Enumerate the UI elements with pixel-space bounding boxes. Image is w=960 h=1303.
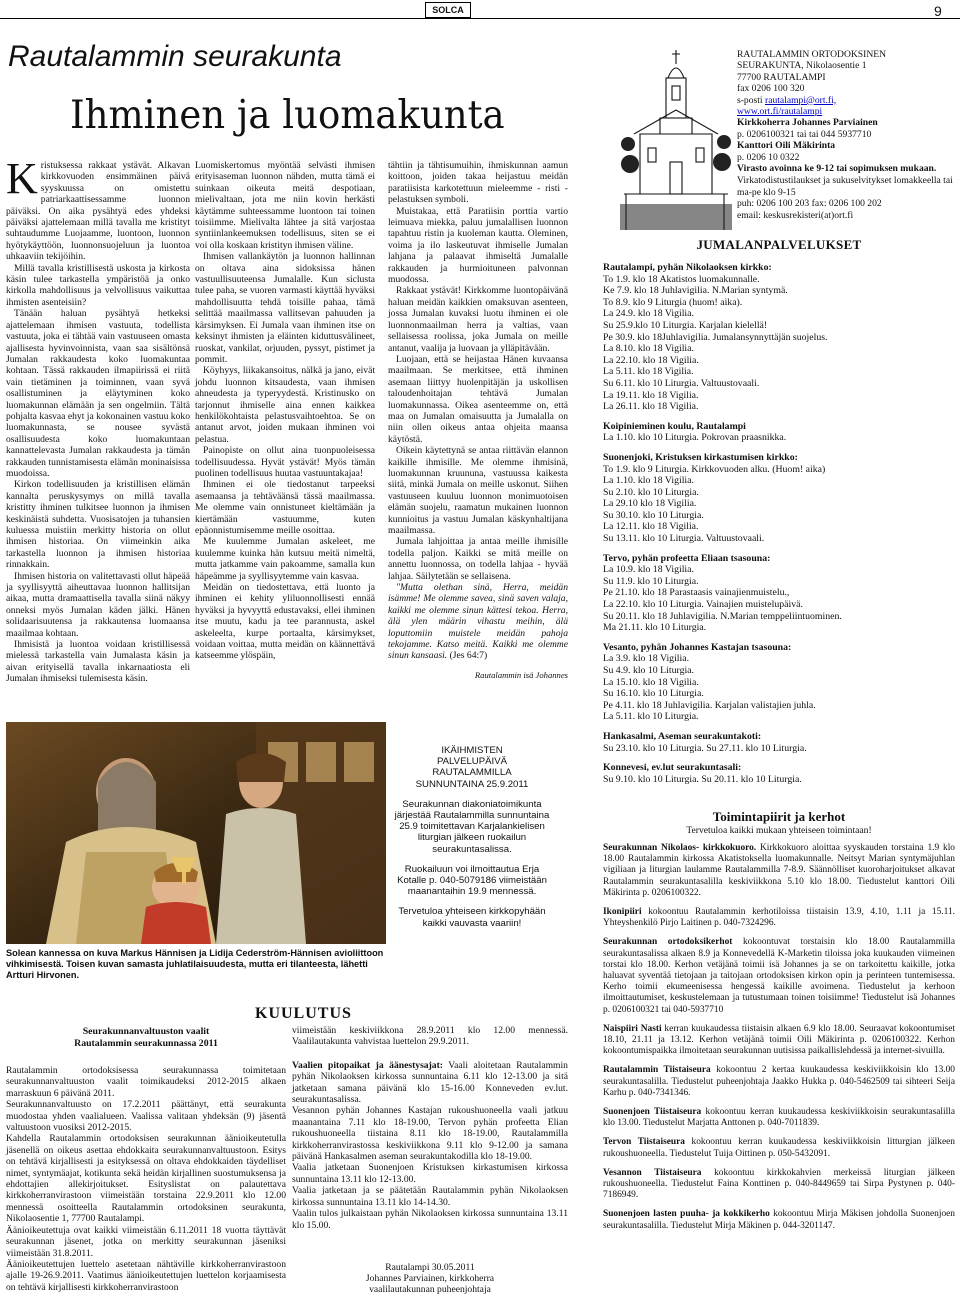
kuulutus-paragraph: Vaalia jatketaan ja se päätetään Rautalammin pyhän Nikolaoksen kirkossa sunnuntaina 13.11 klo 14-14.30.	[292, 1185, 568, 1208]
contact-line: 77700 RAUTALAMPI	[737, 71, 826, 83]
service-block	[603, 262, 955, 413]
service-entry: La 3.9. klo 18 Vigilia.	[603, 653, 690, 665]
service-block	[603, 421, 955, 444]
activity-item: Seurakunnan Nikolaos- kirkkokuoro. Kirkkokuoro aloittaa syyskauden torstaina 1.9 klo 18.00 Rautalammin kirkossa Akatistoksella luomakunnalle. Neitsyt Marian syntymäjuhlan vigiliaan ja liturgian laulamme Rautalammilla 7-8.9. Säännölliset kuoroharjoitukset alkavat Rautalammin seurakuntasalilla keskiviikkona 5.10 klo 18.00. Tiedustelut kanttori Oili Mäkirinta p. 0206100322.	[603, 843, 955, 898]
activities-list	[603, 843, 955, 1240]
article-col-2	[195, 160, 375, 662]
event-registration: Ruokailuun voi ilmoittautua Erja Kotalle p. 040-5079186 viimeistään maanantaihin 19.9 mennessä.	[397, 863, 547, 898]
event-description: Seurakunnan diakoniatoimikunta järjestää Rautalammilla sunnuntaina 25.9 toimitettavan Karjalankielisen liturgian jälkeen ruokailun seurakuntasalissa.	[394, 798, 550, 855]
article-paragraph: Kristuksessa rakkaat ystävät. Alkavan kirkkovuoden ensimmäinen päivä syyskuussa on omistettu patriarkaattisessamme luonnon päiväksi. On aika pysähtyä edes yhdeksi päiväksi ajattelemaan millä tavalla me kristityt suhtaudumme Luojaamme, luontoon, luonnon hyötykäyttöön, luonnonsuojeluun ja luontoa uhkaaviin tekijöihin.	[6, 154, 190, 263]
event-announcement	[392, 745, 552, 938]
activity-name: Seurakunnan Nikolaos- kirkkokuoro.	[603, 843, 757, 853]
website-link[interactable]: www.ort.fi/rautalampi	[737, 106, 823, 118]
service-location: Konnevesi, ev.lut seurakuntasali:	[603, 762, 742, 774]
article-paragraph: Jumala lahjoittaa ja antaa meille ihmisille todella paljon. Kaikki se mitä meille on annettu luonnossa, on todella lahjaa - hyvää lahjaa. Säilytetään se sellaisena.	[388, 536, 568, 582]
service-entry: La 1.10. klo 18 Vigilia.	[603, 475, 694, 487]
service-entry: La 26.11. klo 18 Vigilia.	[603, 401, 699, 413]
kuulutus-paragraph: Rautalammin ortodoksisessa seurakunnassa toimitetaan seurakunnanvaltuuston vaalit toimikaudeksi 2012-2015 alkaen marraskuun 6 päivänä 2011.	[6, 1065, 286, 1099]
service-entry: La 29.10 klo 18 Vigilia.	[603, 498, 697, 510]
activity-item: Tervon Tiistaiseura kokoontuu kerran kuukaudessa keskiviikkoisin litturgian jälkeen rukoushuoneella. Tiedustelut Tuija Oittinen p. 050-5432091.	[603, 1137, 955, 1159]
kuulutus-right-col	[292, 1025, 568, 1231]
activities-subtitle: Tervetuloa kaikki mukaan yhteiseen toimintaan!	[686, 825, 872, 836]
article-paragraph: Tänään haluan pysähtyä hetkeksi ajattelemaan ihmisen vastuuta, todellista vastuuta, joka ei tähtää vain vastuuseen omasta ajallisesta hyvinvoinnista, vaan saa sisältönsä Jumalan rakkaudesta koko luomakuntaa kohtaan. Tässä rakkauden ilmapiirissä ei riitä vain tietäminen ja toiminnen, vaan syvä osallistuminen ja eläytyminen koko luomakunnan elämään ja sen ongelmiin. Tältä pohjalta kasvaa ehyt ja kokonainen vastuu koko luomakunnasta, se nousee syvästä osallisuudesta koko luomakuntaan kannattelevasta Jumalan rakkaudesta ja tämän rakkauden tunnistamisesta elämän moninaisissa muodoissa.	[6, 308, 190, 479]
service-entry: Su 25.9.klo 10 Liturgia. Karjalan kielellä!	[603, 319, 768, 331]
service-location: Koipinieminen koulu, Rautalampi	[603, 420, 746, 432]
article-paragraph: Luomiskertomus myöntää selvästi ihmisen erityisaseman luonnon nähden, mutta tämä ei suinkaan oikeuta meitä despotiaan, mielivaltaan, jota me niin kovin herkästi käytämme suhteessamme luontoon tai toinen toisiimme. Mielivalta lähtee ja sitä varjostaa syntiinlankeemuksen todellisuus, siten se ei voi olla koskaan kristityn ihmisen väline.	[195, 160, 375, 251]
kuulutus-signature: Rautalampi 30.05.2011 Johannes Parviainen, kirkkoherra vaalilautakunnan puheenjohtaja	[365, 1262, 495, 1296]
activity-name: Rautalammin Tiistaiseura	[603, 1065, 711, 1076]
service-entry: Su 4.9. klo 10 Liturgia.	[603, 665, 694, 676]
service-entry: To 8.9. klo 9 Liturgia (huom! aika).	[603, 296, 743, 308]
kuulutus-paragraph: Äänioikeutettujen luettelo asetetaan nähtäville kirkkoherranvirastoon ajalle 19-26.9.2011. Vaatimus äänioikeutettujen luettelon korjaamisesta on tehtävä kirjallisesti kirkkoherranvirastoon	[6, 1258, 286, 1293]
email-line: s-posti rautalampi@ort.fi,	[737, 94, 837, 106]
header-rule	[0, 18, 960, 19]
service-entry: La 19.11. klo 18 Vigilia.	[603, 389, 699, 401]
article-col-1	[6, 154, 190, 685]
kuulutus-paragraph: Vesannon pyhän Johannes Kastajan rukoushuoneella vaali jatkuu maanantaina 7.11 klo 18-19.00, Tervon pyhän profeetta Elian rukoushuoneella tiistaina 8.11 klo 18-19.00, Rautalammilla kirkkoherranvirastossa keskiviikkona 9.11 klo 9-12.00 ja samana päivänä Hankasalmen aseman seurakuntakodilla klo 18-19.00.	[292, 1105, 568, 1163]
cantor-name: Kanttori Oili Mäkirinta	[737, 140, 836, 152]
service-entry: Su 13.11. klo 10 Liturgia. Valtuustovaali.	[603, 533, 765, 545]
activity-name: Ikonipiiri	[603, 907, 642, 918]
office-hours: Virasto avoinna ke 9-12 tai sopimuksen mukaan.	[737, 163, 937, 175]
priest-name: Kirkkoherra Johannes Parviainen	[737, 117, 878, 129]
service-block	[603, 731, 955, 754]
article-paragraph: tähtiin ja tähtisumuihin, ihmiskunnan aamun koittoon, joiden takaa heijastuu meidän paratiisista karkotettuun mieleemme - risti - pelastuksen symboli.	[388, 160, 568, 206]
services-list	[603, 262, 955, 793]
priest-phone: p. 0206100321 tai tai 044 5937710	[737, 128, 872, 140]
email-link[interactable]: rautalampi@ort.fi,	[765, 94, 837, 106]
event-welcome: Tervetuloa yhteiseen kirkkopyhään kaikki vauvasta vaariin!	[398, 906, 546, 929]
activity-item: Ikonipiiri kokoontuu Rautalammin kerhotiloissa tiistaisin 13.9, 4.10, 1.11 ja 15.11. Yhteyshenkilö Pirjo Laitinen p. 040-7324296.	[603, 907, 955, 929]
kuulutus-paragraph: Äänioikeutettuja ovat kaikki viimeistään 6.11.2011 18 vuotta täyttävät seurakunnan jäsenet, jotka on merkitty seurakunnan jäseniksi viimeistään 31.8.2011.	[6, 1224, 286, 1259]
service-entry: Ke 7.9. klo 18 Juhlavigilia. N.Marian syntymä.	[603, 285, 788, 297]
service-location: Tervo, pyhän profeetta Eliaan tsasouna:	[603, 552, 771, 564]
article-paragraph: Painopiste on ollut aina tuonpuoleisessa todellisuudessa. Hyvät ystävät! Myös tämän puolinen todellisuus huutaa vastuuntakajaa!	[195, 445, 375, 479]
service-entry: La 22.10. klo 18 Vigilia.	[603, 354, 699, 366]
page-number: 9	[934, 3, 942, 19]
kuulutus-paragraph: Kahdella Rautalammin ortodoksisen seurakunnan äänioikeutetulla jäsenellä on oikeus asettaa ehdokkaita seurakunnanvaltuustoon. Esitys on tehtävä kirjallisesti ja esityksessä on oltava ehdokkaiden täydelliset nimet, syntymäajat, kotikunta sekä heidän kirjallinen suostumuksensa ja ehdottajien allekirjoitukset. Esityslistat on palautettava kirkkoherranvirastoon viimeistään torstaina 22.9.2011 klo 12.00 mennessä osoitteella Rautalammin ortodoksinen seurakunta, Nikolaosentie 1, 77700 Rautalampi.	[6, 1133, 286, 1225]
service-entry: Su 11.9. klo 10 Liturgia.	[603, 575, 699, 587]
activity-name: Tervon Tiistaiseura	[603, 1137, 685, 1148]
article-paragraph: Ihmisistä ja luontoa voidaan kristillisessä mielessä tarkastella vain Jumalasta käsin ja aivan erityisellä tavalla inkarnaatiosta eli Jumalan ihmiseksi tulemisesta käsin.	[6, 639, 190, 685]
activity-item: Rautalammin Tiistaiseura kokoontuu 2 kertaa kuukaudessa keskiviikkoisin klo 13.00 seurakuntasalilla. Tiedustelut puheenjohtaja Jaakko Hukka p. 040-5462509 tai sihteeri Seija Karhu p. 040-7341346.	[603, 1065, 955, 1098]
service-block	[603, 553, 955, 634]
service-entry: To 1.9. klo 18 Akatistos luomakunnalle.	[603, 273, 760, 285]
cantor-phone: p. 0206 10 0322	[737, 151, 800, 163]
service-entry: La 15.10. klo 18 Vigilia.	[603, 676, 699, 688]
service-entry: Su 30.10. klo 10 Liturgia.	[603, 509, 704, 521]
bible-quote: "Mutta olethan sinä, Herra, meidän isämme! Me olemme savea, sinä saven valaja, kaikki me olemme sinun kättesi tekoa. Herra, älä ylen määrin vihastu meihin, älä loputtomiin muistele meidän pahoja tekojamme. Katso meitä. Kaikki me olemme sinun kansaasi. (Jes 64:7)	[388, 582, 568, 662]
activity-name: Suonenjoen lasten puuha- ja kokkikerho	[603, 1209, 770, 1220]
kuulutus-title: KUULUTUS	[255, 1005, 352, 1022]
article-paragraph: Köyhyys, liikakansoitus, nälkä ja jano, eivät johdu luonnon kitsaudesta, vaan ihmisen ahneudesta ja typeryydestä. Kristinusko on tarjonnut ihmiselle aina ennen kaikkea henkilökohtaista pelastusvaihtoehtoa. Se on antanut arvot, joiden mukaan ihminen voi pelastua.	[195, 365, 375, 445]
service-entry: La 22.10. klo 10 Liturgia. Vainajien muistelupäivä.	[603, 599, 803, 611]
inquiry-phone: puh: 0206 100 203 fax: 0206 100 202	[737, 198, 882, 210]
service-entry: La 1.10. klo 10 Liturgia. Pokrovan praasnikka.	[603, 432, 787, 444]
service-entry: Su 9.10. klo 10 Liturgia. Su 20.11. klo 10 Liturgia.	[603, 773, 802, 785]
article-paragraph: Oikein käytettynä se antaa riittävän elannon kaikille ihmisille. Me olemme ihmisinä, luomakunnan kruununa, vastuussa kaikesta siitä, minkä Jumala on meille uskonut. Siihen vastuuseen kuuluu luonnon monimuotoisen elämän suojelu, raamatun mukainen luonnon kunnioitus ja vastuu Jumalan käskynhaltijana maailmassa.	[388, 445, 568, 536]
service-entry: La 12.11. klo 18 Vigilia.	[603, 521, 699, 533]
service-entry: Su 20.11. klo 18 Juhlavigilia. N.Marian temppeliintuominen.	[603, 610, 842, 622]
service-block	[603, 642, 955, 723]
kuulutus-paragraph: Seurakunnanvaltuusto on 17.2.2011 päättänyt, että seurakunta muodostaa yhden vaalialueen. Vaalissa valitaan yhdeksän (9) jäsentä valtuustoon vuosiksi 2012-2015.	[6, 1099, 286, 1134]
contact-line: fax 0206 100 320	[737, 83, 805, 95]
contact-line: SEURAKUNTA, Nikolaosentie 1	[737, 60, 867, 72]
inquiry-info: Virkatodistustilaukset ja sukuselvitykset lomakkeella tai ma-pe klo 9-15	[737, 175, 953, 198]
kuulutus-subtitle: Seurakunnanvaltuuston vaalit Rautalammin seurakunnassa 2011	[74, 1026, 218, 1049]
service-entry: Ma 21.11. klo 10 Liturgia.	[603, 622, 707, 634]
service-entry: Su 6.11. klo 10 Liturgia. Valtuustovaali.	[603, 377, 760, 389]
section-title: Rautalammin seurakunta	[8, 40, 342, 73]
service-location: Vesanto, pyhän Johannes Kastajan tsasouna:	[603, 641, 792, 653]
event-title: IKÄIHMISTEN PALVELUPÄIVÄ RAUTALAMMILLA SUNNUNTAINA 25.9.2011	[415, 745, 529, 790]
activity-item: Suonenjoen lasten puuha- ja kokkikerho kokoontuu Mirja Mäkisen johdolla Suonenjoen seurakuntasalilla. Tiedustelut Mirja Mäkinen p. 044-3201147.	[603, 1209, 955, 1231]
contact-info	[737, 49, 955, 221]
article-paragraph: Ihmisen historia on valitettavasti ollut häpeää ja syyllisyyttä aiheuttavaa luonnon hallitsijan aikaa, mutta dramaattisella tavalla siinä näkyy onneksi myös Jumalan käden jälki. Hänen solidaarisuutensa ja rakkautensa luomaansa maailmaa kohtaan.	[6, 570, 190, 639]
photo-caption: Solean kannessa on kuva Markus Hännisen ja Lidija Cederström-Hännisen avioliittoon vihkimisestä. Toisen kuvan samasta juhlatilaisuudesta, mutta eri tilanteesta, lähetti Artturi Hirvonen.	[6, 948, 384, 980]
article-headline: Ihminen ja luomakunta	[70, 93, 505, 138]
service-location: Rautalampi, pyhän Nikolaoksen kirkko:	[603, 262, 772, 273]
activity-item: Naispiiri Nasti kerran kuukaudessa tiistaisin alkaen 6.9 klo 18.00. Seuraavat kokoontumiset 18.10, 21.11 ja 13.12. Kerhon vetäjänä toimii Oili Mäkirinta p. 0206100322. Kerhon kokoontumispaikka ilmoitetaan seurakunnan uutisissa paikallislehdessä ja internet-sivuilla.	[603, 1023, 956, 1057]
activities-title: Toimintapiirit ja kerhot	[712, 809, 846, 824]
kuulutus-paragraph: Vaalia jatketaan Suonenjoen Kristuksen kirkastumisen kirkossa sunnuntaina 13.11 klo 12-13.00.	[292, 1162, 568, 1185]
service-entry: Su 23.10. klo 10 Liturgia. Su 27.11. klo 10 Liturgia.	[603, 742, 807, 754]
solca-logo: SOLCA	[425, 2, 471, 18]
service-entry: La 5.11. klo 18 Vigilia.	[603, 366, 694, 378]
article-paragraph: Meidän on tiedostettava, että luonto ja ihminen ei kehity yliluonnollisesti ennää hyväksi ja hyvyyttä edustavaksi, ellei ihminen itse muutu, kadu ja tee parannusta, askel askeleelta, kurpe portaalta, kärsimykset, voidaan voittaa, mutta meidän on käännettävä katseemme ylöspäin,	[195, 582, 375, 662]
contact-line: RAUTALAMMIN ORTODOKSINEN	[737, 49, 887, 60]
service-location: Hankasalmi, Aseman seurakuntakoti:	[603, 730, 762, 742]
services-title: JUMALANPALVELUKSET	[696, 237, 862, 252]
kuulutus-paragraph: Vaalien pitopaikat ja äänestysajat: Vaali aloitetaan Rautalammin pyhän Nikolaoksen kirkossa sunnuntaina 6.11 klo 12-13.00 ja sitä jatketaan samana päivänä klo 15-16.00 Konneveden ev.lut. seurakuntasalissa.	[292, 1059, 568, 1106]
kuulutus-paragraph: viimeistään keskiviikkona 28.9.2011 klo 12.00 mennessä. Vaalilautakunta vahvistaa luettelon 29.9.2011.	[292, 1025, 568, 1048]
article-paragraph: Millä tavalla kristillisestä uskosta ja kirkosta käsin tulee tarkastella ympäristöä ja onko kirkolla mahdollisuus ja velvollisuus vaikuttaa ihmisten asenteisiin?	[6, 262, 190, 308]
article-paragraph: Muistakaa, että Paratiisin porttia vartio leimuava miekka, paluu jumalallisen luonnon tapahtuu ristin ja kuoleman kautta. Oleminen, voima ja ilo laskeutuvat ihmiselle Jumalan lahjana ja palaavat ihmiseltä Jumalalle rakkauden ja hurmioituneen palvonnan muodossa.	[388, 205, 568, 286]
service-location: Suonenjoki, Kristuksen kirkastumisen kirkko:	[603, 451, 798, 463]
wedding-photo	[6, 722, 386, 944]
activity-item: Seurakunnan ortodoksikerhot kokoontuvat torstaisin klo 18.00 Rautalammilla seurakuntasalissa alkaen 8.9 ja Konnevedellä K-Marketin tiloissa joka kuukauden viimeinen torstai klo 18.00. Kerhon vetäjänä toimii isä Johannes ja se on tarkoitettu kaikille, jotka haluavat syventää tietojaan ja taitojaan ortodoksisen kirkon opin ja perinteen tuntemisessa. Kerho toimii ekumeenisessa hengessä kaikille avoimena. Tiedustelut ja kerhoon ilmoittautumiset, keskustelemaan ja tutustumaan toinen toisiimme! Tiedustelut isä Johannes p. 0206100321 tai 040-5937710	[603, 937, 956, 1015]
service-entry: Su 2.10. klo 10 Liturgia.	[603, 486, 699, 498]
kuulutus-left-col	[6, 1065, 286, 1293]
service-block	[603, 452, 955, 545]
service-entry: Pe 30.9. klo 18Juhlavigilia. Jumalansynnyttäjän suojelus.	[603, 331, 828, 343]
activity-name: Seurakunnan ortodoksikerhot	[603, 937, 733, 948]
article-paragraph: Rakkaat ystävät! Kirkkomme luontopäivänä haluan meidän kaikkien omaksuvan asenteen, jossa Jumalan kuvaksi luotu ihminen ei ole luonnonmaailman herra ja valtias, vaan sellaisessa roolissa, joka Jumala on meille antanut, vaalija ja luovaan ja ylläpitävään.	[388, 285, 568, 354]
activity-name: Naispiiri Nasti	[603, 1023, 662, 1034]
service-entry: La 10.9. klo 18 Vigilia.	[603, 564, 694, 576]
activity-name: Suonenjoen Tiistaiseura	[603, 1107, 702, 1118]
article-paragraph: Luojaan, että se heijastaa Hänen kuvaansa maailmaan. Se merkitsee, että ihminen asemaan liittyy huolenpitäjän ja uskollisen taloudenhoitajan tehtävä Jumalan luomakunnassa. Oikea asenteemme on, että maa on Jumalan omaisuutta ja Jumalalla on niin ollen oikeus antaa ohjeita maansa käytöstä.	[388, 353, 568, 445]
service-entry: Su 16.10. klo 10 Liturgia.	[603, 688, 704, 700]
service-entry: La 5.11. klo 10 Liturgia.	[603, 711, 699, 723]
article-paragraph: Me kuulemme Jumalan askeleet, me kuulemme kuinka hän kutsuu meitä nimeltä, mutta jatkamme vain pakoamme, samalla kun häpeämme ja syyllisyytemme vain kasvaa.	[195, 536, 375, 582]
service-entry: Pe 21.10. klo 18 Parastaasis vainajienmuistelu.,	[603, 587, 790, 599]
kuulutus-label: Vaalien pitopaikat ja äänestysajat:	[292, 1059, 443, 1071]
church-sketch-image	[620, 44, 732, 230]
drop-cap: K	[6, 154, 38, 203]
service-entry: To 1.9. klo 9 Liturgia. Kirkkovuoden alku. (Huom! aika)	[603, 463, 826, 475]
activity-name: Vesannon Tiistaiseura	[603, 1167, 702, 1178]
service-block	[603, 762, 955, 785]
service-entry: Pe 4.11. klo 18 Juhlavigilia. Karjalan valistajien juhla.	[603, 699, 816, 711]
article-paragraph: Kirkon todellisuuden ja kristillisen elämän kannalta peruskysymys on millä tavalla kristitty ihminen tulkitsee luonnon ja ihmisen keskinäistä suhdetta. Vuosisatojen ja tuhansien kuluessa muistiin merkitty historia on ollut ihmisen historiaa. On viimeinkin aika tarkastella luonnon ja ihmisen historiaa rinnakkain.	[6, 479, 190, 571]
inquiry-email: email: keskusrekisteri(at)ort.fi	[737, 209, 854, 221]
activity-item: Vesannon Tiistaiseura kokoontuu kirkkokahvien merkeissä liturgian jälkeen rukoushuoneella. Tiedustelut Faina Konttinen p. 040-8449659 tai Sirpa Pystynen p. 040-7186949.	[603, 1167, 955, 1201]
article-signature: Rautalammin isä Johannes	[474, 669, 568, 680]
activities-header	[603, 809, 955, 836]
activity-item: Suonenjoen Tiistaiseura kokoontuu kerran kuukaudessa keskiviikkoisin seurakuntasalilla klo 13.00. Tiedustelut Marjatta Anttonen p. 040-7011839.	[603, 1107, 955, 1129]
service-entry: La 8.10. klo 18 Vigilia.	[603, 343, 694, 355]
service-entry: La 24.9. klo 18 Vigilia.	[603, 308, 694, 320]
article-paragraph: Ihminen ei ole tiedostanut tarpeeksi asemaansa ja tehtäväänsä tässä maailmassa. Me olemme vain onnistuneet kieltämään ja kiertämään vastuumme, kuten epäonnistumisemme meille osoittaa.	[195, 479, 375, 536]
article-col-3	[388, 160, 568, 681]
article-paragraph: Ihmisen vallankäytön ja luonnon hallinnan on oltava aina sidoksissa hänen vastuullisuuteensa Jumalalle. Kun siclusta tulee paha, se vuoren varmasti käyttää hyväksi mahdollisuutta tehdä toisille pahaa, tämä selittää maailmassa vallitsevan pahuuden ja kärsimyksen. Ei Jumala vaan ihminen itse on keksinyt ihmisten ja eläinten kiduttusvälineet, ruoskat, vankilat, orjuuden, pyssyt, pistimet ja pommit.	[195, 251, 375, 365]
kuulutus-paragraph: Vaalin tulos julkaistaan pyhän Nikolaoksen kirkossa sunnuntaina 13.11 klo 15.00.	[292, 1208, 568, 1231]
